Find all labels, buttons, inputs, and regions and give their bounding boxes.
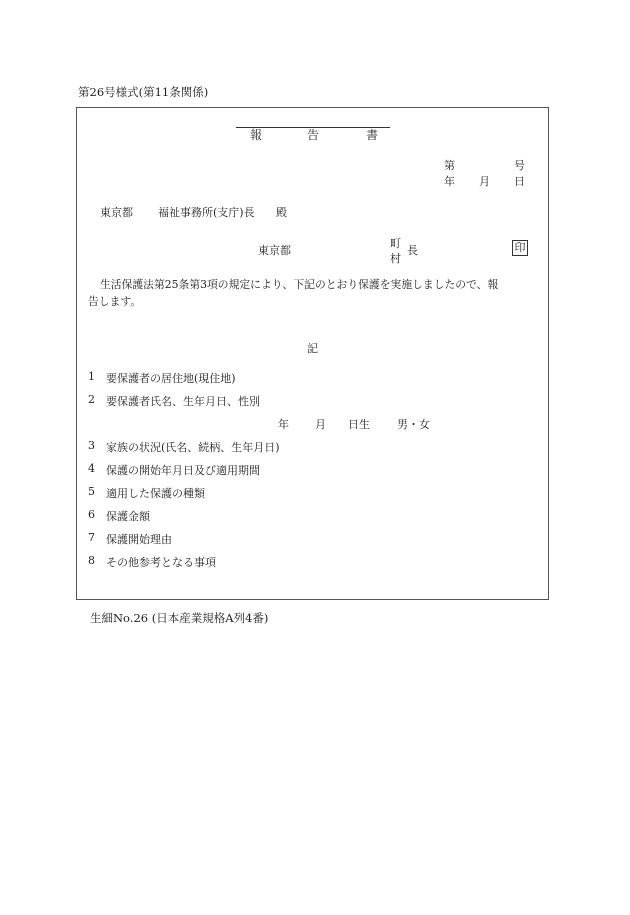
item-label: その他参考となる事項 bbox=[106, 556, 216, 569]
birth-month: 月 bbox=[315, 418, 326, 431]
item-label: 保護開始理由 bbox=[106, 533, 172, 546]
item-number: 3 bbox=[88, 439, 95, 452]
form-number-label: 第26号様式(第11条関係) bbox=[78, 85, 209, 99]
date-day: 日 bbox=[514, 175, 525, 188]
item-number: 6 bbox=[88, 508, 95, 521]
birth-day: 日生 bbox=[348, 418, 370, 431]
body-text-line-1: 生活保護法第25条第3項の規定により、下記のとおり保護を実施しましたので、報 bbox=[100, 278, 499, 291]
sender-village: 村 bbox=[390, 252, 401, 265]
number-prefix: 第 bbox=[444, 159, 455, 172]
sex-choice: 男・女 bbox=[397, 418, 430, 431]
birth-year: 年 bbox=[278, 418, 289, 431]
document-title bbox=[236, 126, 390, 142]
sender-pref: 東京都 bbox=[258, 244, 291, 257]
item-number: 2 bbox=[88, 393, 95, 406]
item-label: 保護の開始年月日及び適用期間 bbox=[106, 464, 260, 477]
ki-heading: 記 bbox=[307, 342, 318, 355]
item-number: 5 bbox=[88, 485, 95, 498]
item-label: 保護金額 bbox=[106, 510, 150, 523]
body-text-line-2: 告します。 bbox=[88, 295, 142, 308]
date-year: 年 bbox=[444, 175, 455, 188]
addressee-office: 福祉事務所(支庁)長 bbox=[158, 206, 255, 219]
addressee-honorific: 殿 bbox=[276, 206, 287, 219]
footer-note: 生細No.26 (日本産業規格A列4番) bbox=[90, 611, 269, 625]
item-label: 要保護者の居住地(現住地) bbox=[106, 372, 236, 385]
item-number: 8 bbox=[88, 554, 95, 567]
item-label: 家族の状況(氏名、続柄、生年月日) bbox=[106, 441, 280, 454]
item-number: 4 bbox=[88, 462, 95, 475]
item-number: 1 bbox=[88, 370, 95, 383]
number-suffix: 号 bbox=[514, 159, 525, 172]
title-char-2: 告 bbox=[307, 128, 320, 142]
date-month: 月 bbox=[479, 175, 490, 188]
addressee-org: 東京都 bbox=[100, 206, 133, 219]
item-number: 7 bbox=[88, 531, 95, 544]
item-label: 適用した保護の種類 bbox=[106, 487, 205, 500]
sender-town: 町 bbox=[390, 237, 401, 250]
title-char-1: 報 bbox=[250, 128, 263, 142]
sender-title: 長 bbox=[407, 244, 418, 257]
title-char-3: 書 bbox=[366, 128, 379, 142]
item-label: 要保護者氏名、生年月日、性別 bbox=[106, 395, 260, 408]
seal-mark: 印 bbox=[512, 240, 528, 256]
